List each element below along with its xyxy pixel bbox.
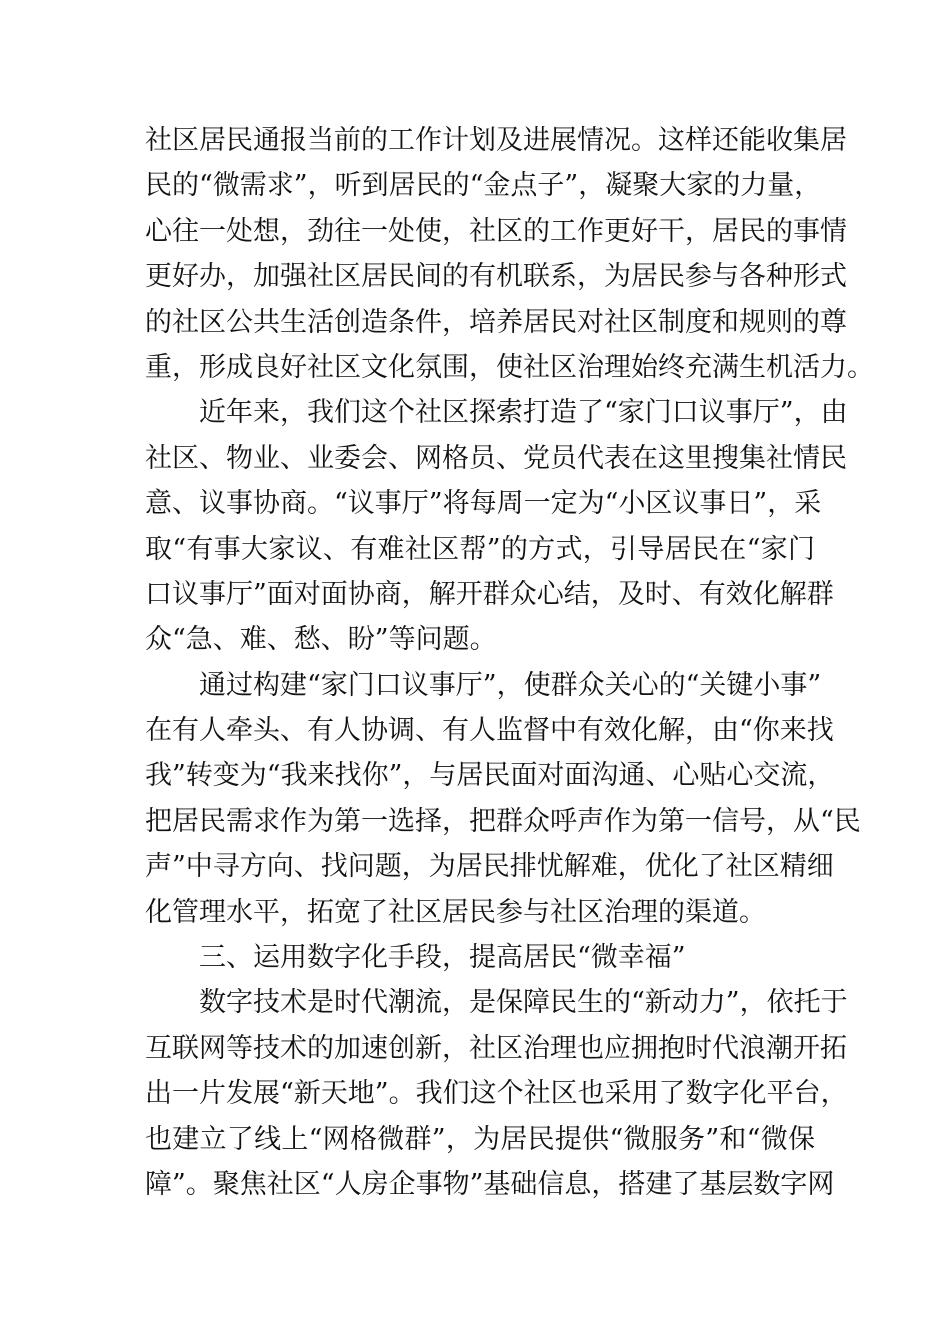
text-line: 众“急、难、愁、盼”等问题。: [145, 624, 497, 656]
text-line: 社区、物业、业委会、网格员、党员代表在这里搜集社情民: [145, 442, 847, 474]
text-line: 我”转变为“我来找你”，与居民面对面沟通、心贴心交流，: [145, 760, 835, 792]
text-line: 出一片发展“新天地”。我们这个社区也采用了数字化平台，: [145, 1078, 848, 1110]
text-line: 在有人牵头、有人协调、有人监督中有效化解，由“你来找: [145, 715, 834, 747]
text-line: 口议事厅”面对面协商，解开群众心结，及时、有效化解群: [145, 578, 834, 610]
text-line: 互联网等技术的加速创新，社区治理也应拥抱时代浪潮开拓: [145, 1032, 847, 1064]
text-line: 把居民需求作为第一选择，把群众呼声作为第一信号，从“民: [145, 805, 861, 837]
text-line: 意、议事协商。“议事厅”将每周一定为“小区议事日”，采: [145, 488, 822, 520]
text-line: 障”。聚焦社区“人房企事物”基础信息，搭建了基层数字网: [145, 1168, 835, 1200]
text-line: 社区居民通报当前的工作计划及进展情况。这样还能收集居: [145, 125, 847, 156]
text-line: 通过构建“家门口议事厅”，使群众关心的“关键小事”: [199, 669, 822, 701]
text-line: 近年来，我们这个社区探索打造了“家门口议事厅”，由: [199, 397, 848, 429]
text-line: 重，形成良好社区文化氛围，使社区治理始终充满生机活力。: [145, 351, 874, 383]
text-line: 取“有事大家议、有难社区帮”的方式，引导居民在“家门: [145, 533, 815, 565]
text-line: 也建立了线上“网格微群”，为居民提供“微服务”和“微保: [145, 1123, 815, 1155]
text-line: 心往一处想，劲往一处使，社区的工作更好干，居民的事情: [145, 215, 847, 247]
text-line: 更好办，加强社区居民间的有机联系，为居民参与各种形式: [145, 261, 847, 293]
body-text: [145, 118, 874, 1207]
text-line: 的社区公共生活创造条件，培养居民对社区制度和规则的尊: [145, 306, 847, 338]
text-line: 数字技术是时代潮流，是保障民生的“新动力”，依托于: [199, 987, 848, 1019]
text-line: 声”中寻方向、找问题，为居民排忧解难，优化了社区精细: [145, 851, 834, 883]
text-line: 化管理水平，拓宽了社区居民参与社区治理的渠道。: [145, 896, 766, 928]
section-heading: 三、运用数字化手段，提高居民“微幸福”: [199, 942, 686, 974]
text-line: 民的“微需求”，听到居民的“金点子”，凝聚大家的力量，: [145, 170, 822, 202]
